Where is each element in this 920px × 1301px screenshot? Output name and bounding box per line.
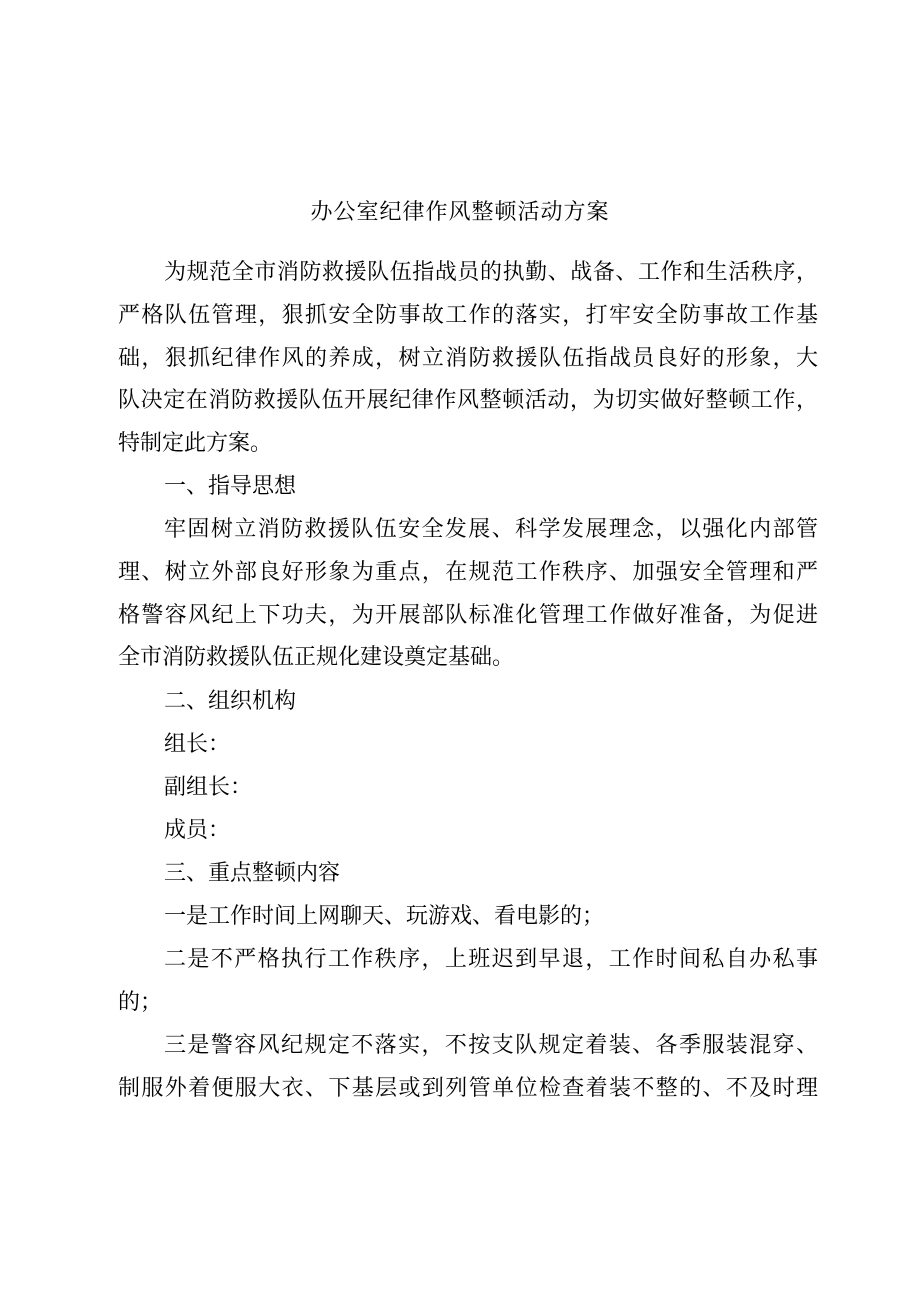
section-heading-guiding-ideology: 一、指导思想 bbox=[164, 474, 297, 499]
section-heading-organization: 二、组织机构 bbox=[164, 689, 297, 714]
org-leader: 组长： bbox=[164, 732, 231, 757]
intro-line: 严格队伍管理，狠抓安全防事故工作的落实，打牢安全防事故工作基 bbox=[118, 302, 818, 328]
section-heading-key-rectification: 三、重点整顿内容 bbox=[164, 861, 341, 886]
guiding-line: 全市消防救援队伍正规化建设奠定基础。 bbox=[118, 645, 515, 671]
document-title: 办公室纪律作风整顿活动方案 bbox=[310, 200, 610, 225]
intro-line: 础，狠抓纪律作风的养成，树立消防救援队伍指战员良好的形象，大 bbox=[118, 345, 818, 371]
guiding-ideology-paragraph bbox=[118, 509, 818, 680]
rectification-item-1: 一是工作时间上网聊天、玩游戏、看电影的； bbox=[164, 904, 605, 929]
intro-paragraph bbox=[118, 252, 818, 466]
intro-line: 队决定在消防救援队伍开展纪律作风整顿活动，为切实做好整顿工作， bbox=[118, 388, 818, 414]
guiding-line: 理、树立外部良好形象为重点，在规范工作秩序、加强安全管理和严 bbox=[118, 559, 818, 585]
intro-line: 为规范全市消防救援队伍指战员的执勤、战备、工作和生活秩序， bbox=[164, 260, 818, 285]
guiding-line: 格警容风纪上下功夫，为开展部队标准化管理工作做好准备，为促进 bbox=[118, 602, 818, 628]
org-members: 成员： bbox=[164, 818, 231, 843]
rectification-item-3: 三是警容风纪规定不落实，不按支队规定着装、各季服装混穿、 制服外着便服大衣、下基层或到列管单位检查着装不整的、不及时理 bbox=[118, 1033, 818, 1101]
intro-line: 特制定此方案。 bbox=[118, 431, 273, 457]
guiding-line: 牢固树立消防救援队伍安全发展、科学发展理念，以强化内部管 bbox=[164, 517, 818, 542]
org-deputy-leader: 副组长： bbox=[164, 775, 253, 800]
rectification-item-2: 二是不严格执行工作秩序，上班迟到早退，工作时间私自办私事 的； bbox=[118, 947, 818, 1015]
